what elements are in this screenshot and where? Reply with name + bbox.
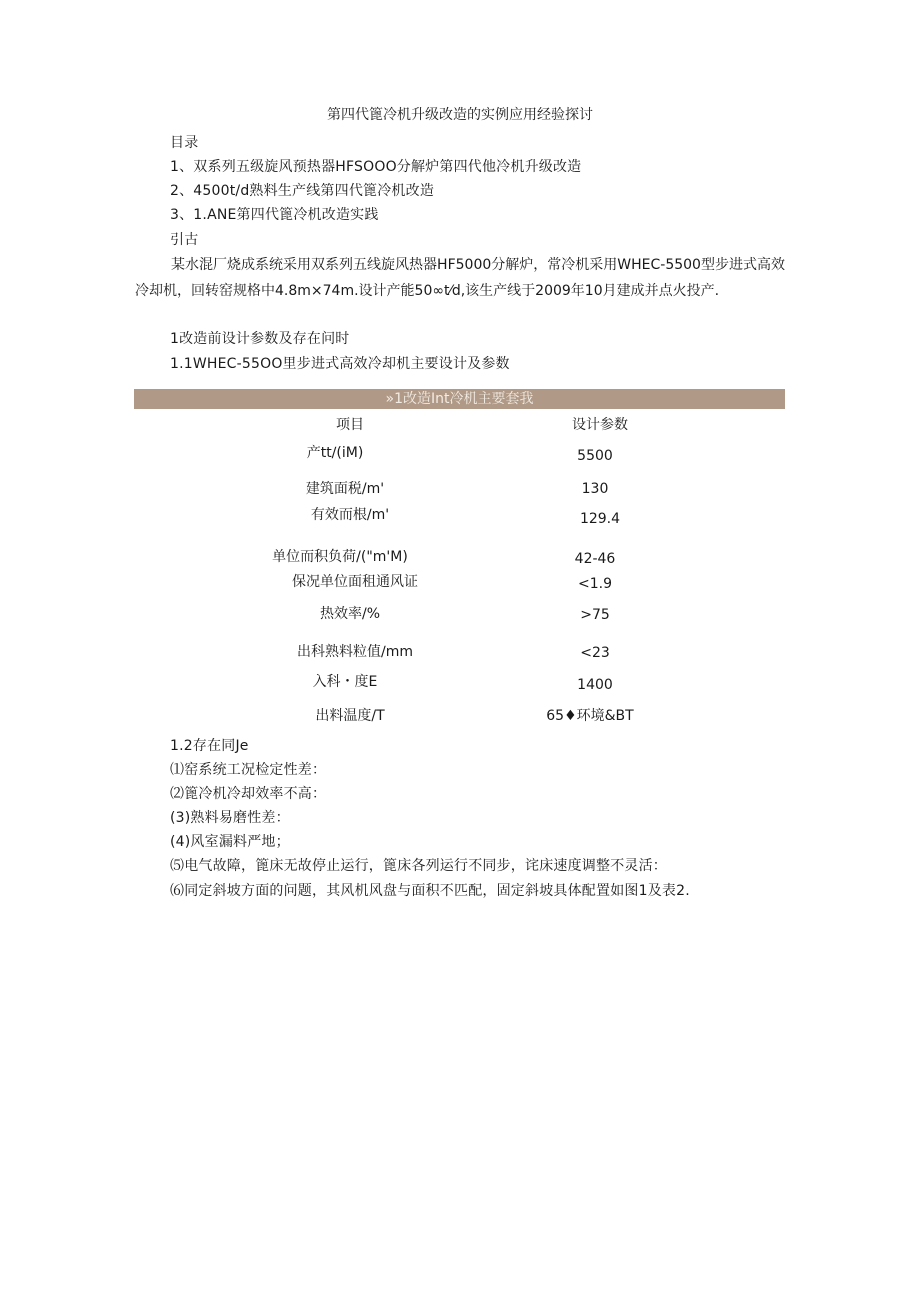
table-cell-value: 1400 bbox=[577, 677, 613, 693]
table-caption: »1改造Int冷机主要套我 bbox=[385, 391, 534, 407]
intro-paragraph: 某水混厂烧成系统采用双系列五线旋风热器HF5000分解炉，常冷机采用WHEC-5500型步进式高效冷却机，回转窑规格中4.8m×74m.设计产能50∞t⁄d,该生产线于2009年10月建成并点火投产. bbox=[135, 257, 785, 299]
table-header-value: 设计参数 bbox=[572, 417, 628, 433]
table-cell-item: 有效而根∕m' bbox=[310, 507, 390, 523]
table-cell-value: 42-46 bbox=[574, 551, 616, 567]
table-cell-value: 129.4 bbox=[579, 511, 621, 527]
table-cell-value: 65♦环境&BT bbox=[546, 708, 634, 724]
table-cell-item: 出料温度/T bbox=[315, 708, 385, 724]
problem-item: (3)熟料易磨性差： bbox=[170, 810, 290, 826]
toc-item: 2、4500t/d熟料生产线第四代篦冷机改造 bbox=[170, 183, 435, 199]
table-cell-item: 保况单位面租通风证 bbox=[292, 574, 418, 590]
problem-item: ⑵篦冷机冷却效率不高： bbox=[170, 786, 327, 802]
table-cell-value: <1.9 bbox=[578, 576, 612, 592]
table-cell-value: <23 bbox=[580, 645, 610, 661]
problem-item: ⑹同定斜坡方面的问题，其风机风盘与面积不匹配，固定斜坡具体配置如图1及表2. bbox=[170, 883, 690, 899]
table-cell-item: 热效率/% bbox=[319, 606, 381, 622]
toc-heading: 目录 bbox=[170, 135, 199, 151]
section-1-2-heading: 1.2存在同Je bbox=[170, 738, 249, 754]
table-header-item: 项目 bbox=[336, 417, 364, 433]
toc-item: 1、双系列五级旋风预热器HFSOOO分解炉第四代他冷机升级改造 bbox=[170, 159, 582, 175]
document-title: 第四代篦冷机升级改造的实例应用经验探讨 bbox=[327, 107, 593, 123]
table-cell-item: 建筑面税/m' bbox=[305, 481, 385, 497]
intro-heading: 引古 bbox=[170, 232, 199, 248]
problem-item: ⑴窑系统工况检定性差： bbox=[170, 762, 327, 778]
section-1-heading: 1改造前设计参数及存在问时 bbox=[170, 331, 350, 347]
problem-item: ⑸电气故障，篦床无故停止运行，篦床各列运行不同步，诧床速度调整不灵活： bbox=[170, 858, 667, 874]
table-cell-value: >75 bbox=[580, 607, 610, 623]
section-1-1-heading: 1.1WHEC-55OO里步进式高效冷却机主要设计及参数 bbox=[170, 356, 510, 372]
table-cell-item: 入科・度E bbox=[312, 674, 378, 690]
table-caption-bar bbox=[134, 389, 785, 409]
toc-item: 3、1.ANE第四代篦冷机改造实践 bbox=[170, 207, 379, 223]
table-cell-value: 130 bbox=[581, 481, 609, 497]
problem-item: (4)风室漏料严地； bbox=[170, 834, 290, 850]
table-cell-item: 产tt∕(iM) bbox=[306, 445, 364, 461]
table-cell-value: 5500 bbox=[577, 448, 613, 464]
table-cell-item: 出科熟料粒值∕mm bbox=[297, 644, 413, 660]
table-cell-item: 单位而积负荷/("m'M) bbox=[272, 549, 408, 565]
